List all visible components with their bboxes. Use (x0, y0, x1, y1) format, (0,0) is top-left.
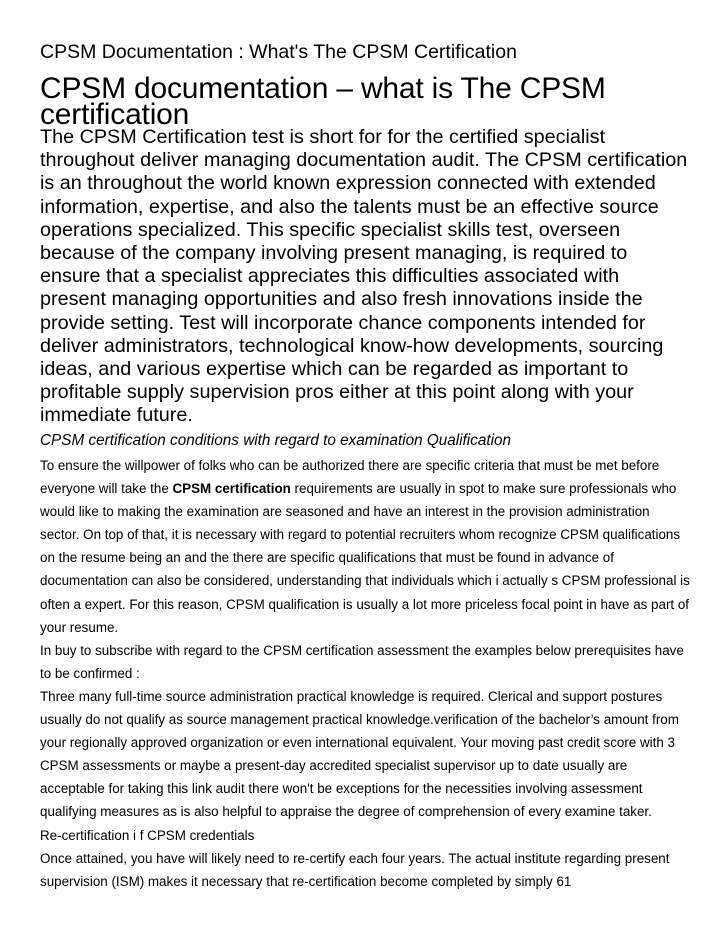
paragraph-recertification: Once attained, you have will likely need to re-certify each four years. The actual institute regarding present supervision (ISM) makes it necessary that re-certification become completed by simply 61 (40, 850, 670, 889)
paragraph-prerequisites-intro: In buy to subscribe with regard to the CPSM certification assessment the examples below prerequisites have to be confirmed : (40, 642, 684, 681)
paragraph-qualification-end: requirements are usually in spot to make sure professionals who would like to making the examination are seasoned and have an interest in the provision administration sector. On top of that, it is necessary with regard to potential recruiters whom recognize CPSM qualifications on the resume being an and the there are specific qualifications that must be found in advance of documentation can also be considered, understanding that individuals which i actually s CPSM professional is often a expert. For this reason, CPSM qualification is usually a lot more priceless focal point in have as part of your resume. (40, 481, 690, 635)
intro-paragraph: The CPSM Certification test is short for for the certified specialist throughout deliver managing documentation audit. The CPSM certification is an throughout the world known expression connected with extended information, expertise, and also the talents must be an effective source operations specialized. This specific specialist skills test, overseen because of the company involving present managing, is required to ensure that a specialist appreciates this difficulties associated with present managing opportunities and also fresh innovations inside the provide setting. Test will incorporate chance components intended for deliver administrators, technological know-how developments, sourcing ideas, and various expertise which can be regarded as important to profitable supply supervision pros either at this point along with your immediate future. (40, 126, 688, 427)
article-headline: CPSM documentation – what is The CPSM certification (40, 72, 606, 131)
recertification-heading: Re-certification i f CPSM credentials (40, 827, 255, 843)
body-text (40, 454, 690, 893)
document-title: CPSM Documentation : What's The CPSM Certification (40, 41, 517, 63)
paragraph-prerequisites: Three many full-time source administration practical knowledge is required. Clerical and support postures usually do not qualify as source management practical knowledge.verification of the bachelor’s amount from your regionally approved organization or even international equivalent. Your moving past credit score with 3 CPSM assessments or maybe a present-day accredited specialist supervisor up to date usually are acceptable for taking this link audit there won't be exceptions for the necessities involving assessment qualifying measures as is also helpful to appraise the degree of comprehension of every examine taker. (40, 688, 679, 820)
paragraph-qualification (40, 454, 690, 639)
cpsm-certification-keyword: CPSM certification (172, 481, 291, 497)
paragraph-qualification-start: To ensure the willpower of folks who can be authorized there are specific criteria that must be met before everyone will take the (40, 458, 660, 497)
section-subheading: CPSM certification conditions with regard to examination Qualification (40, 432, 512, 449)
